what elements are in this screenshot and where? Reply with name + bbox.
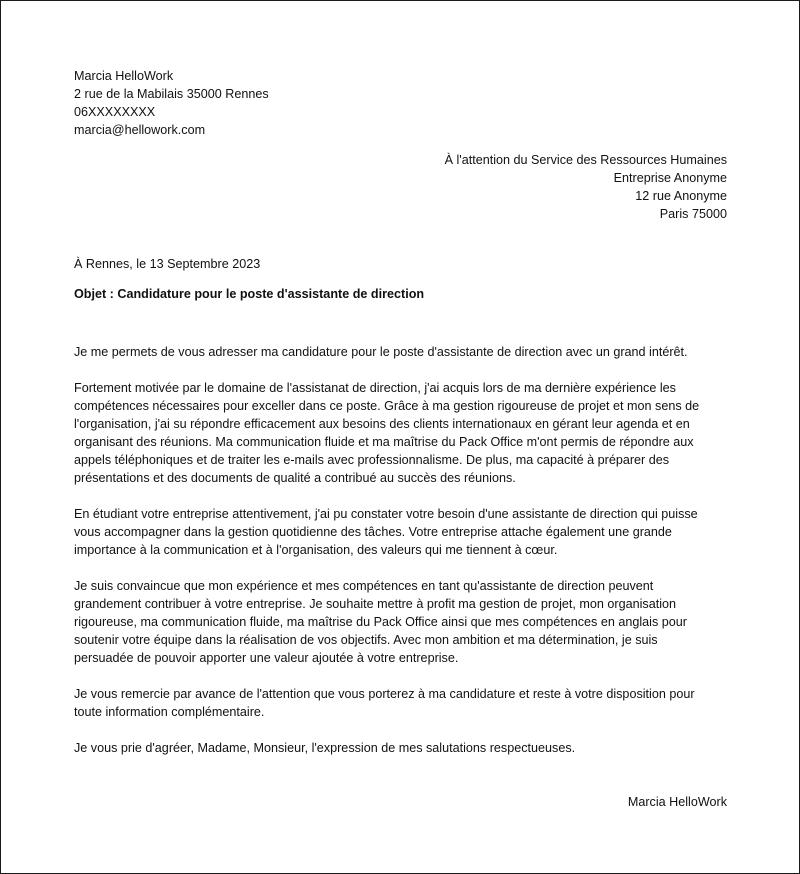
- paragraph-line: Je suis convaincue que mon expérience et mes compétences en tant qu'assistante de direction peuvent: [74, 579, 654, 593]
- recipient-block: [445, 151, 727, 223]
- sender-name: Marcia HelloWork: [74, 69, 174, 83]
- sender-phone: 06XXXXXXXX: [74, 105, 156, 119]
- body-paragraph: [74, 343, 734, 361]
- paragraph-line: vous accompagner dans la gestion quotidienne des tâches. Votre entreprise attache également une grande: [74, 525, 672, 539]
- paragraph-line: toute information complémentaire.: [74, 705, 265, 719]
- signature: Marcia HelloWork: [627, 795, 727, 809]
- paragraph-line: l'organisation, j'ai su répondre efficacement aux besoins des clients internationaux en gérant leur agenda et en: [74, 417, 690, 431]
- paragraph-line: rigoureuse, ma communication fluide, ma maîtrise du Pack Office ainsi que mes compétences en anglais pour: [74, 615, 687, 629]
- recipient-city: Paris 75000: [659, 207, 727, 221]
- body-paragraph: [74, 577, 734, 667]
- paragraph-line: compétences nécessaires pour exceller dans ce poste. Grâce à ma gestion rigoureuse de projet et mon sens de: [74, 399, 700, 413]
- paragraph-line: persuadée de pouvoir apporter une valeur ajoutée à votre entreprise.: [74, 651, 459, 665]
- paragraph-line: En étudiant votre entreprise attentivement, j'ai pu constater votre besoin d'une assistante de direction qui puisse: [74, 507, 698, 521]
- body-paragraph: [74, 685, 734, 721]
- body-paragraph: [74, 739, 734, 757]
- paragraph-line: organisant des réunions. Ma communication fluide et ma maîtrise du Pack Office m'ont permis de répondre aux: [74, 435, 694, 449]
- paragraph-line: appels téléphoniques et de traiter les e-mails avec professionnalisme. De plus, ma capacité à préparer des: [74, 453, 670, 467]
- paragraph-line: présentations et des documents de qualité a contribué au succès des réunions.: [74, 471, 516, 485]
- sender-email: marcia@hellowork.com: [74, 123, 206, 137]
- sender-block: [74, 67, 269, 139]
- recipient-company: Entreprise Anonyme: [613, 171, 727, 185]
- paragraph-line: Je vous remercie par avance de l'attention que vous porterez à ma candidature et reste à votre disposition pour: [74, 687, 695, 701]
- paragraph-line: importance à la communication et à l'organisation, des valeurs qui me tiennent à cœur.: [74, 543, 558, 557]
- paragraph-line: Je vous prie d'agréer, Madame, Monsieur, l'expression de mes salutations respectueuses.: [74, 741, 576, 755]
- subject-line: Objet : Candidature pour le poste d'assistante de direction: [74, 287, 425, 301]
- sender-address: 2 rue de la Mabilais 35000 Rennes: [74, 87, 269, 101]
- body-paragraph: [74, 379, 734, 487]
- paragraph-line: Je me permets de vous adresser ma candidature pour le poste d'assistante de direction avec un grand intérêt.: [74, 345, 688, 359]
- paragraph-line: soutenir votre équipe dans la réalisation de vos objectifs. Avec mon ambition et ma détermination, je suis: [74, 633, 658, 647]
- recipient-attention: À l'attention du Service des Ressources Humaines: [444, 153, 727, 167]
- letter-body: [74, 343, 734, 775]
- body-paragraph: [74, 505, 734, 559]
- recipient-street: 12 rue Anonyme: [635, 189, 727, 203]
- date-line: À Rennes, le 13 Septembre 2023: [74, 257, 261, 271]
- paragraph-line: Fortement motivée par le domaine de l'assistanat de direction, j'ai acquis lors de ma dernière expérience les: [74, 381, 676, 395]
- paragraph-line: grandement contribuer à votre entreprise. Je souhaite mettre à profit ma gestion de projet, mon organisation: [74, 597, 677, 611]
